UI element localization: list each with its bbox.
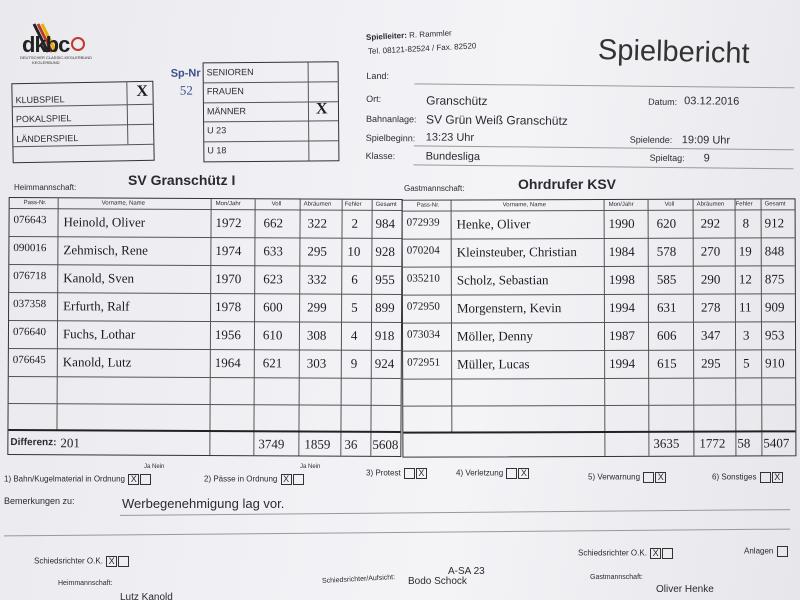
guest-col-fehler: Fehler [735,201,753,208]
voll: 631 [656,299,677,315]
player-name: Morgenstern, Kevin [456,300,562,316]
heim-team: SV Granschütz I [128,172,236,188]
abraeumen: 270 [700,243,721,259]
klubspiel-mark: X [136,82,149,101]
player-name: Kanold, Sven [63,270,135,286]
voll: 578 [656,243,677,259]
guest-col-year: Mon/Jahr [608,201,634,208]
gesamt: 899 [375,299,395,315]
logo-subtitle: DEUTSCHER CLASSIC-KEGLERBUND [20,55,93,60]
bemerkungen-text: Werbegenehmigung lag vor. [122,496,285,511]
check-nein-box[interactable]: X [416,468,427,479]
year: 1974 [215,243,242,259]
voll: 633 [263,243,283,259]
sr-ok-label: Schiedsrichter O.K. [578,548,647,558]
fehler: 4 [350,327,358,343]
table-row [403,355,795,372]
gesamt: 909 [764,299,785,315]
voll: 615 [657,355,677,371]
fehler: 2 [351,215,359,231]
player-name: Müller, Lucas [457,356,530,372]
gesamt: 953 [764,327,785,343]
pass-nr: 072951 [407,356,441,369]
check-label: 5) Verwarnung [588,472,641,482]
heim-label: Heimmannschaft: [14,183,77,192]
voll: 662 [263,215,284,231]
table-row [403,327,795,344]
table-row [9,297,401,315]
spieltag-label: Spieltag: [649,152,685,164]
match-info [363,68,784,172]
bemerkungen-label: Bemerkungen zu: [4,496,75,506]
voll: 620 [656,215,677,231]
sr-ok-label: Schiedsrichter O.K. [34,556,103,566]
pokalspiel-label: POKALSPIEL [15,113,72,125]
home-col-ges: Gesamt [375,201,397,209]
spielbeginn-label: Spielbeginn: [365,132,416,144]
heim-signature: Lutz Kanold [120,592,173,600]
sr-ok-home-box[interactable]: X [106,556,117,567]
class-u18: U 18 [207,145,227,156]
player-name: Heinold, Oliver [63,214,146,230]
spielleiter-name: R. Rammler [408,28,452,40]
year: 1987 [608,327,636,343]
home-col-name: Vorname, Name [101,200,146,207]
player-name: Fuchs, Lothar [62,326,136,342]
logo-subtitle-2: KEGLERBUND [32,60,60,65]
home-col-fehler: Fehler [344,201,362,208]
ort-value: Granschütz [426,93,488,109]
spielende-label: Spielende: [629,134,673,146]
class-senioren: SENIOREN [206,66,254,78]
voll: 623 [263,271,283,287]
player-name: Möller, Denny [457,328,534,344]
datum-label: Datum: [648,96,678,108]
fehler: 11 [738,299,752,315]
pass-nr: 076645 [12,353,46,367]
guest-col-name: Vorname, Name [502,202,546,209]
voll: 610 [262,327,283,343]
aufsicht-name: Bodo Schock [408,576,467,587]
sr-ok-home [34,556,129,567]
abraeumen: 322 [307,215,328,231]
table-row [403,215,795,232]
spielleiter-line [366,29,452,42]
logo-letters: dkbc [22,32,70,57]
check-ja-box[interactable] [760,472,771,483]
ja-label: Ja [300,464,307,470]
anlagen-box[interactable] [777,546,788,557]
spnr-value: 52 [179,82,193,98]
abraeumen: 303 [306,355,327,371]
home-total-fehler: 36 [344,436,358,452]
pass-nr: 070204 [406,244,440,257]
class-maenner: MÄNNER [206,106,247,117]
pass-nr: 072950 [406,300,440,313]
gesamt: 848 [764,243,785,259]
table-row [9,325,401,343]
home-col-pass: Pass-Nr. [23,200,47,207]
home-total-ges: 5608 [372,436,399,453]
fehler: 6 [351,271,358,287]
check-label: 6) Sonstiges [712,472,757,482]
gesamt: 912 [764,215,785,231]
check-label: 3) Protest [366,468,401,478]
home-col-voll: Voll [271,201,282,208]
gast-signature: Oliver Henke [656,584,714,595]
heim-sign-label: Heimmannschaft: [58,580,113,587]
table-row [9,353,401,371]
guest-table [402,198,797,457]
guest-col-voll: Voll [664,201,675,208]
differenz-label: Differenz: [10,436,57,449]
voll: 606 [656,327,677,343]
pass-nr: 076643 [13,213,47,227]
ja-nein-header [144,464,164,470]
aufsicht-label: Schiedsrichter/Aufsicht: [321,574,396,585]
class-u23: U 23 [207,125,227,136]
table-row [10,213,402,231]
home-col-abr: Abräumen [303,201,332,208]
player-name: Zehmisch, Rene [63,242,148,258]
match-type-box [11,81,154,163]
year: 1994 [609,355,636,371]
gesamt: 984 [375,215,396,231]
pass-nr: 035210 [406,272,440,285]
gast-sign-label: Gastmannschaft: [590,574,643,581]
check-label: 4) Verletzung [456,468,504,478]
pass-nr: 073034 [407,328,441,341]
year: 1990 [608,215,635,231]
check-item [366,468,427,479]
ort-label: Ort: [366,93,382,104]
abraeumen: 347 [700,327,721,343]
aufsicht-code: A-SA 23 [448,566,485,577]
guest-total-abr: 1772 [699,435,726,451]
voll: 585 [656,271,677,287]
differenz-value: 201 [60,435,80,451]
spielleiter-label: Spielleiter: [365,30,408,42]
sr-ok-guest [578,548,673,559]
sr-ok-guest-box[interactable]: X [650,548,661,559]
guest-total-voll: 3635 [653,435,680,451]
year: 1978 [215,299,242,315]
check-item [4,474,151,485]
pass-nr: 090016 [13,241,47,255]
sr-ok-guest-nein-box[interactable] [662,548,673,559]
ja-label: Ja [144,464,151,470]
abraeumen: 278 [700,299,721,315]
class-box [166,61,339,162]
abraeumen: 292 [700,215,721,231]
klasse-label: Klasse: [365,150,396,162]
anlagen-label: Anlagen [744,546,774,556]
home-total-voll: 3749 [258,436,285,452]
gesamt: 924 [374,355,395,371]
bahnanlage-value: SV Grün Weiß Granschütz [425,112,568,128]
fehler: 8 [742,215,750,231]
year: 1970 [215,271,242,287]
guest-col-ges: Gesamt [764,201,786,208]
land-label: Land: [366,70,390,82]
check-nein-box[interactable]: X [518,468,529,479]
pass-nr: 076640 [12,325,47,339]
abraeumen: 332 [307,271,327,287]
spielende-value: 19:09 Uhr [681,134,731,147]
nein-label: Nein [308,464,321,470]
check-nein-box[interactable] [293,474,304,485]
home-col-year: Mon/Jahr [215,201,241,208]
check-ja-box[interactable] [404,468,415,479]
player-name: Kanold, Lutz [62,354,132,370]
bahnanlage-label: Bahnanlage: [365,113,417,125]
pass-nr: 076718 [13,269,47,283]
guest-col-abr: Abräumen [696,201,725,208]
nein-label: Nein [152,464,165,470]
dkbc-logo [18,22,93,68]
klasse-value: Bundesliga [425,150,481,164]
player-name: Scholz, Sebastian [456,272,549,288]
abraeumen: 290 [700,271,721,287]
table-row [403,271,795,288]
check-nein-box[interactable]: X [655,472,666,483]
fehler: 12 [738,271,752,287]
check-label: 2) Pässe in Ordnung [204,474,278,484]
player-name: Kleinsteuber, Christian [456,244,577,260]
check-nein-box[interactable]: X [772,472,783,483]
page-title: Spielbericht [597,34,750,70]
gesamt: 910 [765,355,785,371]
spielleiter-tel: Tel. 08121-82524 / Fax. 82520 [367,41,477,56]
check-ja-box[interactable] [506,468,517,479]
sr-ok-home-nein-box[interactable] [118,556,129,567]
fehler: 5 [743,355,750,371]
fehler: 3 [742,327,750,343]
gesamt: 875 [764,271,785,287]
check-item [588,472,666,483]
table-row [9,269,401,287]
check-item [456,468,529,479]
check-nein-box[interactable] [140,474,151,485]
datum-value: 03.12.2016 [684,95,740,108]
year: 1964 [214,355,241,371]
table-row [403,243,795,260]
year: 1956 [214,327,241,343]
voll: 600 [263,299,283,315]
gast-team: Ohrdrufer KSV [518,176,617,192]
home-total-abr: 1859 [304,436,331,452]
gesamt: 955 [375,271,395,287]
abraeumen: 295 [307,243,327,259]
class-maenner-mark: X [315,100,328,118]
fehler: 19 [738,243,752,259]
fehler: 10 [347,243,361,259]
abraeumen: 295 [701,355,721,371]
laenderspiel-label: LÄNDERSPIEL [16,133,79,145]
ja-nein-header [300,464,320,470]
fehler: 9 [350,355,358,371]
abraeumen: 299 [307,299,327,315]
gesamt: 928 [375,243,395,259]
guest-total-fehler: 58 [737,435,751,451]
pass-nr: 037358 [13,297,47,311]
fehler: 5 [351,299,358,315]
pass-nr: 072939 [406,216,440,229]
spielbeginn-value: 13:23 Uhr [425,131,475,144]
year: 1998 [608,271,635,287]
table-row [403,299,795,316]
home-table [7,197,402,457]
gast-label: Gastmannschaft: [404,184,465,193]
table-row [9,241,401,259]
player-name: Henke, Oliver [456,216,531,232]
checks-row [4,460,796,490]
year: 1972 [215,215,242,231]
klubspiel-label: KLUBSPIEL [15,94,65,106]
class-frauen: FRAUEN [206,86,244,97]
spieltag-value: 9 [703,152,710,165]
check-ja-box[interactable]: X [128,474,139,485]
check-item [712,472,783,483]
gesamt: 918 [374,327,395,343]
check-ja-box[interactable]: X [281,474,292,485]
spnr-label: Sp-Nr [170,67,201,80]
guest-col-pass: Pass-Nr. [416,202,440,209]
check-ja-box[interactable] [643,472,654,483]
anlagen [744,546,788,557]
year: 1984 [608,243,635,259]
voll: 621 [262,355,283,371]
check-item [204,474,304,485]
year: 1994 [608,299,635,315]
player-name: Erfurth, Ralf [63,298,130,314]
check-label: 1) Bahn/Kugelmaterial in Ordnung [4,474,125,484]
guest-total-ges: 5407 [763,435,790,451]
abraeumen: 308 [306,327,327,343]
